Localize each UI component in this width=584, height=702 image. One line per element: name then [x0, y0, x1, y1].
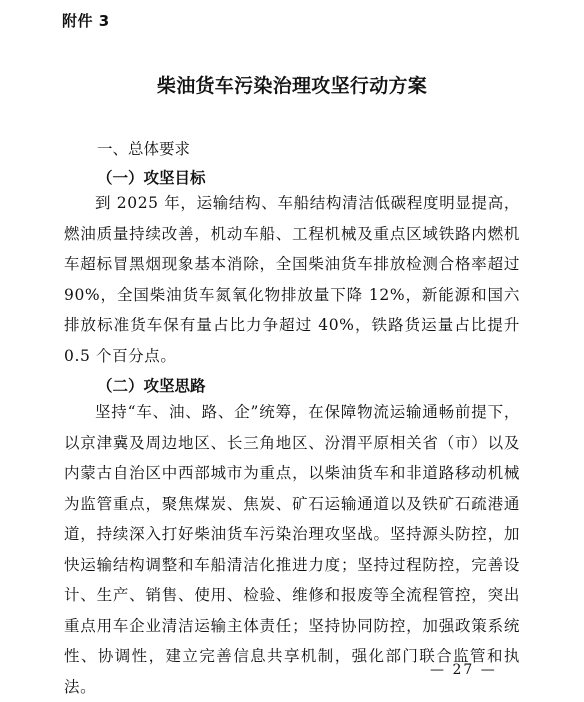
page-number: — 27 —: [430, 662, 497, 678]
section-heading: 一、总体要求: [97, 140, 191, 158]
attachment-label: 附件 3: [62, 12, 110, 30]
subsection-heading-goals: （一）攻坚目标: [97, 168, 206, 187]
subsection-heading-approach: （二）攻坚思路: [97, 376, 206, 395]
goals-paragraph: 到 2025 年，运输结构、车船结构清洁低碳程度明显提高，燃油质量持续改善，机动车船、工程机械及重点区域铁路内燃机车超标冒黑烟现象基本消除，全国柴油货车排放检测合格率超过 90%，全国柴油货车氮氧化物排放量下降 12%，新能源和国六排放标准货车保有量占比力争超过 40%，铁路货运量占比提升 0.5 个百分点。: [64, 194, 520, 365]
approach-paragraph: 坚持“车、油、路、企”统筹，在保障物流运输通畅前提下，以京津冀及周边地区、长三角地区、汾渭平原相关省（市）以及内蒙古自治区中西部城市为重点，以柴油货车和非道路移动机械为监管重点，聚焦煤炭、焦炭、矿石运输通道以及铁矿石疏港通道，持续深入打好柴油货车污染治理攻坚战。坚持源头防控，加快运输结构调整和车船清洁化推进力度；坚持过程防控，完善设计、生产、销售、使用、检验、维修和报废等全流程管控，突出重点用车企业清洁运输主体责任；坚持协同防控，加强政策系统性、协调性，建立完善信息共享机制，强化部门联合监管和执法。: [64, 403, 520, 696]
document-title: 柴油货车污染治理攻坚行动方案: [156, 75, 428, 97]
